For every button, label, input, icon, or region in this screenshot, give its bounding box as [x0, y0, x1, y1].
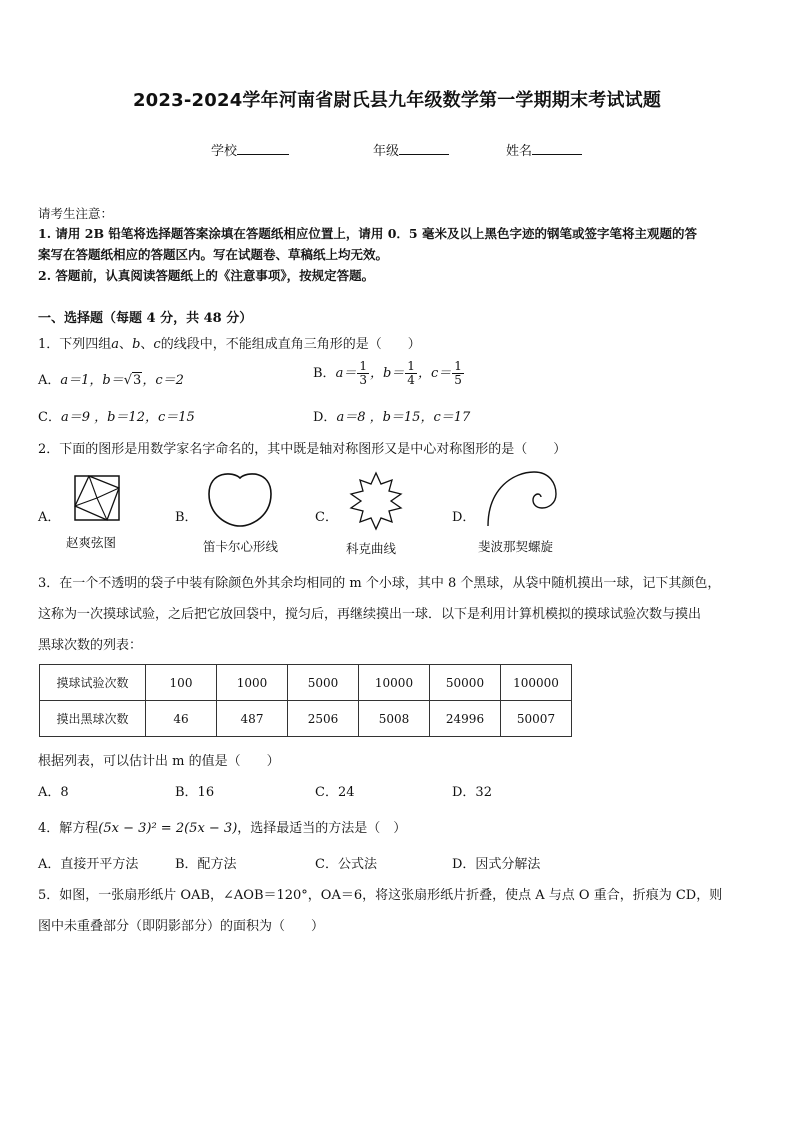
- q2-caption-b: 笛卡尔心形线: [203, 539, 279, 554]
- table-cell: 50000: [430, 665, 501, 701]
- zhao-shuang-figure-icon: [73, 474, 123, 522]
- q3-option-a[interactable]: A．8: [38, 785, 69, 800]
- table-cell: 100: [146, 665, 217, 701]
- q2-caption-c: 科克曲线: [346, 541, 397, 556]
- table-cell: 5008: [359, 701, 430, 737]
- q4-stem: 4．解方程(5x − 3)² = 2(5x − 3)，选择最适当的方法是（ ）: [38, 821, 407, 836]
- q1-option-c[interactable]: C．a＝9 ，b＝12，c＝15: [38, 410, 195, 425]
- table-cell: 100000: [501, 665, 572, 701]
- grade-label: 年级: [373, 144, 400, 159]
- page-title: 2023-2024学年河南省尉氏县九年级数学第一学期期末考试试题: [132, 90, 662, 111]
- name-field: [506, 140, 582, 159]
- q2-option-a-label[interactable]: A．: [38, 510, 61, 525]
- cardioid-figure-icon: [205, 470, 275, 528]
- q3-stem-line3: 黑球次数的列表：: [38, 638, 143, 653]
- q3-stem-line1: 3．在一个不透明的袋子中装有除颜色外其余均相同的 m 个小球，其中 8 个黑球，从袋中随机摸出一球，记下其颜色，: [38, 576, 721, 591]
- koch-snowflake-icon: [345, 470, 407, 532]
- q2-caption-a: 赵爽弦图: [66, 535, 117, 550]
- q4-option-b[interactable]: B．配方法: [175, 857, 237, 872]
- q2-option-d-label[interactable]: D．: [452, 510, 476, 525]
- q2-stem: 2．下面的图形是用数学家名字命名的，其中既是轴对称图形又是中心对称图形的是（ ）: [38, 442, 567, 457]
- q3-followup: 根据列表，可以估计出 m 的值是（ ）: [38, 754, 280, 769]
- table-row: [40, 665, 572, 701]
- q2-option-b-label[interactable]: B．: [175, 510, 198, 525]
- q4-equation: (5x − 3)² = 2(5x − 3): [98, 821, 238, 836]
- q2-caption-d: 斐波那契螺旋: [478, 539, 554, 554]
- q3-data-table: [39, 664, 572, 737]
- table-row: [40, 701, 572, 737]
- notice-heading: 请考生注意：: [38, 206, 114, 221]
- q1-stem: 1．下列四组a、b、c的线段中，不能组成直角三角形的是（ ）: [38, 337, 421, 352]
- q4-option-d[interactable]: D．因式分解法: [452, 857, 541, 872]
- grade-blank[interactable]: [399, 141, 449, 155]
- school-field: [211, 140, 289, 159]
- name-label: 姓名: [506, 144, 533, 159]
- name-blank[interactable]: [532, 141, 582, 155]
- grade-field: [373, 140, 449, 159]
- q3-option-d[interactable]: D．32: [452, 785, 492, 800]
- section1-heading: 一、选择题（每题 4 分，共 48 分）: [38, 311, 253, 326]
- q4-option-c[interactable]: C．公式法: [315, 857, 377, 872]
- table-cell: 24996: [430, 701, 501, 737]
- q4-option-a[interactable]: A．直接开平方法: [38, 857, 139, 872]
- fibonacci-spiral-icon: [484, 468, 560, 528]
- table-cell: 50007: [501, 701, 572, 737]
- notice-item2: 2. 答题前，认真阅读答题纸上的《注意事项》，按规定答题。: [38, 268, 375, 283]
- q3-option-b[interactable]: B．16: [175, 785, 215, 800]
- table-cell: 10000: [359, 665, 430, 701]
- notice-item1-line2: 案写在答题纸相应的答题区内。写在试题卷、草稿纸上均无效。: [38, 247, 389, 262]
- q1-option-d[interactable]: D．a＝8 ，b＝15，c＝17: [313, 410, 471, 425]
- q2-option-c-label[interactable]: C．: [315, 510, 338, 525]
- q1-option-b[interactable]: B．a＝ $\frac{1}{3}$ ，b＝ $\frac{1}{4}$ ，c＝ $\frac{1}{5}$: [313, 359, 462, 387]
- table-cell: 487: [217, 701, 288, 737]
- q5-stem-line1: 5．如图，一张扇形纸片 OAB，∠AOB＝120°，OA＝6，将这张扇形纸片折叠，使点 A 与点 O 重合，折痕为 CD，则: [38, 888, 723, 903]
- table-header-cell: 摸出黑球次数: [40, 701, 146, 737]
- table-cell: 1000: [217, 665, 288, 701]
- q3-option-c[interactable]: C．24: [315, 785, 355, 800]
- school-label: 学校: [211, 144, 238, 159]
- table-cell: 46: [146, 701, 217, 737]
- table-header-cell: 摸球试验次数: [40, 665, 146, 701]
- q3-stem-line2: 这称为一次摸球试验，之后把它放回袋中，搅匀后，再继续摸出一球．以下是利用计算机模拟的摸球试验次数与摸出: [38, 607, 702, 622]
- table-cell: 2506: [288, 701, 359, 737]
- table-cell: 5000: [288, 665, 359, 701]
- school-blank[interactable]: [237, 141, 289, 155]
- q5-stem-line2: 图中未重叠部分（即阴影部分）的面积为（ ）: [38, 919, 325, 934]
- notice-item1-line1: 1. 请用 2B 铅笔将选择题答案涂填在答题纸相应位置上，请用 0．5 毫米及以上黑色字迹的钢笔或签字笔将主观题的答: [38, 226, 697, 241]
- q1-option-a[interactable]: A．a＝1，b＝√3，c＝2: [38, 373, 184, 388]
